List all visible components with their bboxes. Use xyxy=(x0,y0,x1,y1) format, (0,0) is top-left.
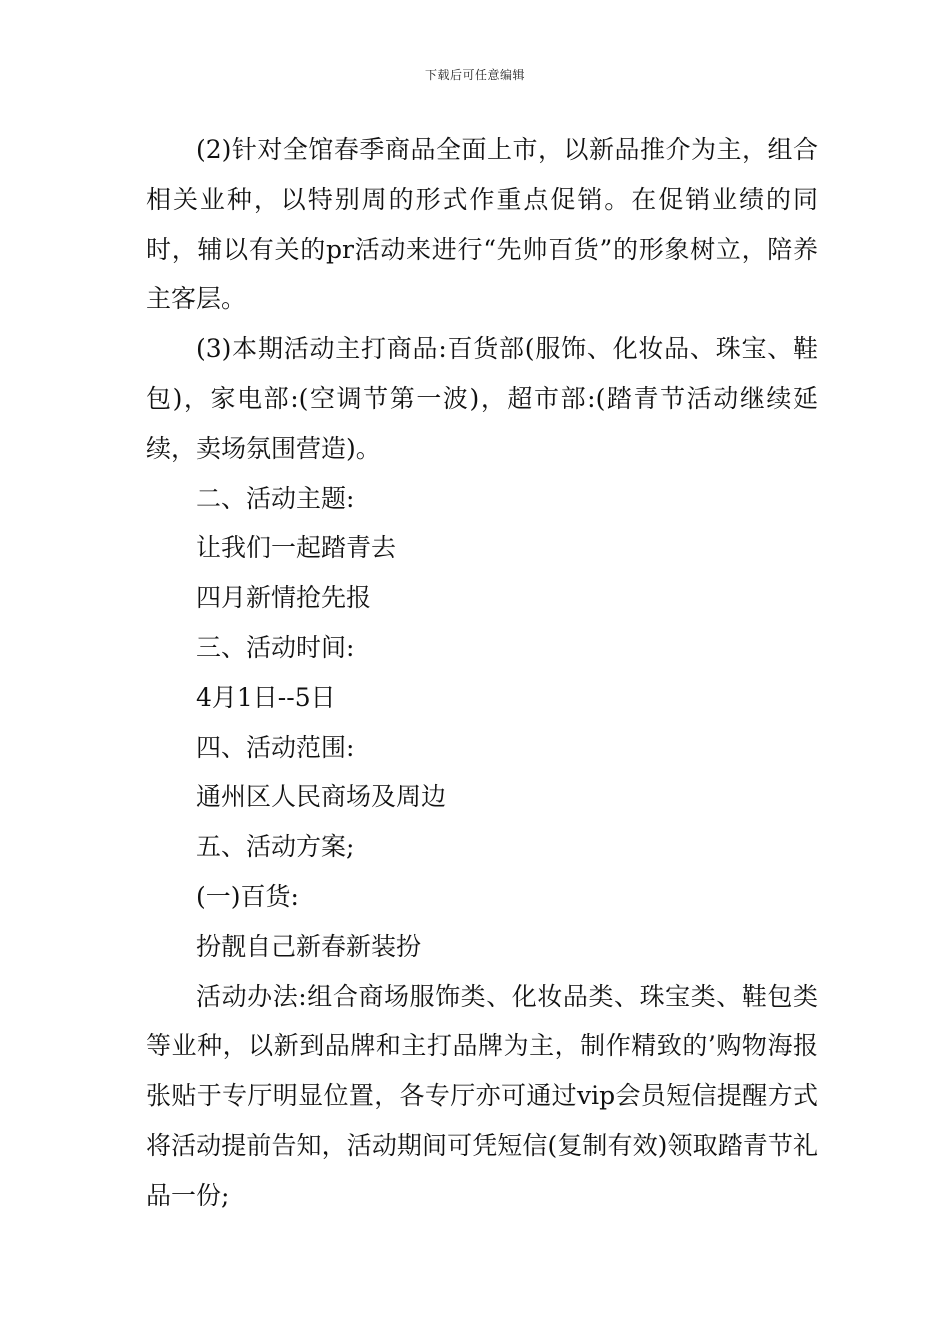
heading-activity-scope: 四、活动范围: xyxy=(196,732,355,762)
heading-activity-time: 三、活动时间: xyxy=(196,632,355,662)
campaign-title: 扮靓自己新春新装扮 xyxy=(196,931,422,961)
paragraph-promotion-strategy: (2)针对全馆春季商品全面上市，以新品推介为主，组合相关业种，以特别周的形式作重点促销。在促销业绩的同时，辅以有关的pr活动来进行“先帅百货”的形象树立，陪养主客层。 xyxy=(146,135,818,314)
header-note: 下载后可任意编辑 xyxy=(424,68,525,82)
paragraph-activity-method: 活动办法:组合商场服饰类、化妆品类、珠宝类、鞋包类等业种，以新到品牌和主打品牌为主，制作精致的’购物海报张贴于专厅明显位置，各专厅亦可通过vip会员短信提醒方式将活动提前告知，活动期间可凭短信(复制有效)领取踏青节礼品一份; xyxy=(146,981,818,1210)
theme-line-1: 让我们一起踏青去 xyxy=(196,533,397,563)
activity-scope-value: 通州区人民商场及周边 xyxy=(196,782,447,812)
document-body xyxy=(146,125,818,1221)
theme-line-2: 四月新情抢先报 xyxy=(196,583,372,613)
paragraph-featured-products: (3)本期活动主打商品:百货部(服饰、化妆品、珠宝、鞋包)，家电部:(空调节第一波)，超市部:(踏青节活动继续延续，卖场氛围营造)。 xyxy=(146,334,818,463)
heading-activity-plan: 五、活动方案; xyxy=(196,832,355,862)
activity-time-value: 4月1日--5日 xyxy=(196,682,336,712)
heading-activity-theme: 二、活动主题: xyxy=(196,483,355,513)
subheading-department-store: (一)百货: xyxy=(196,881,299,911)
